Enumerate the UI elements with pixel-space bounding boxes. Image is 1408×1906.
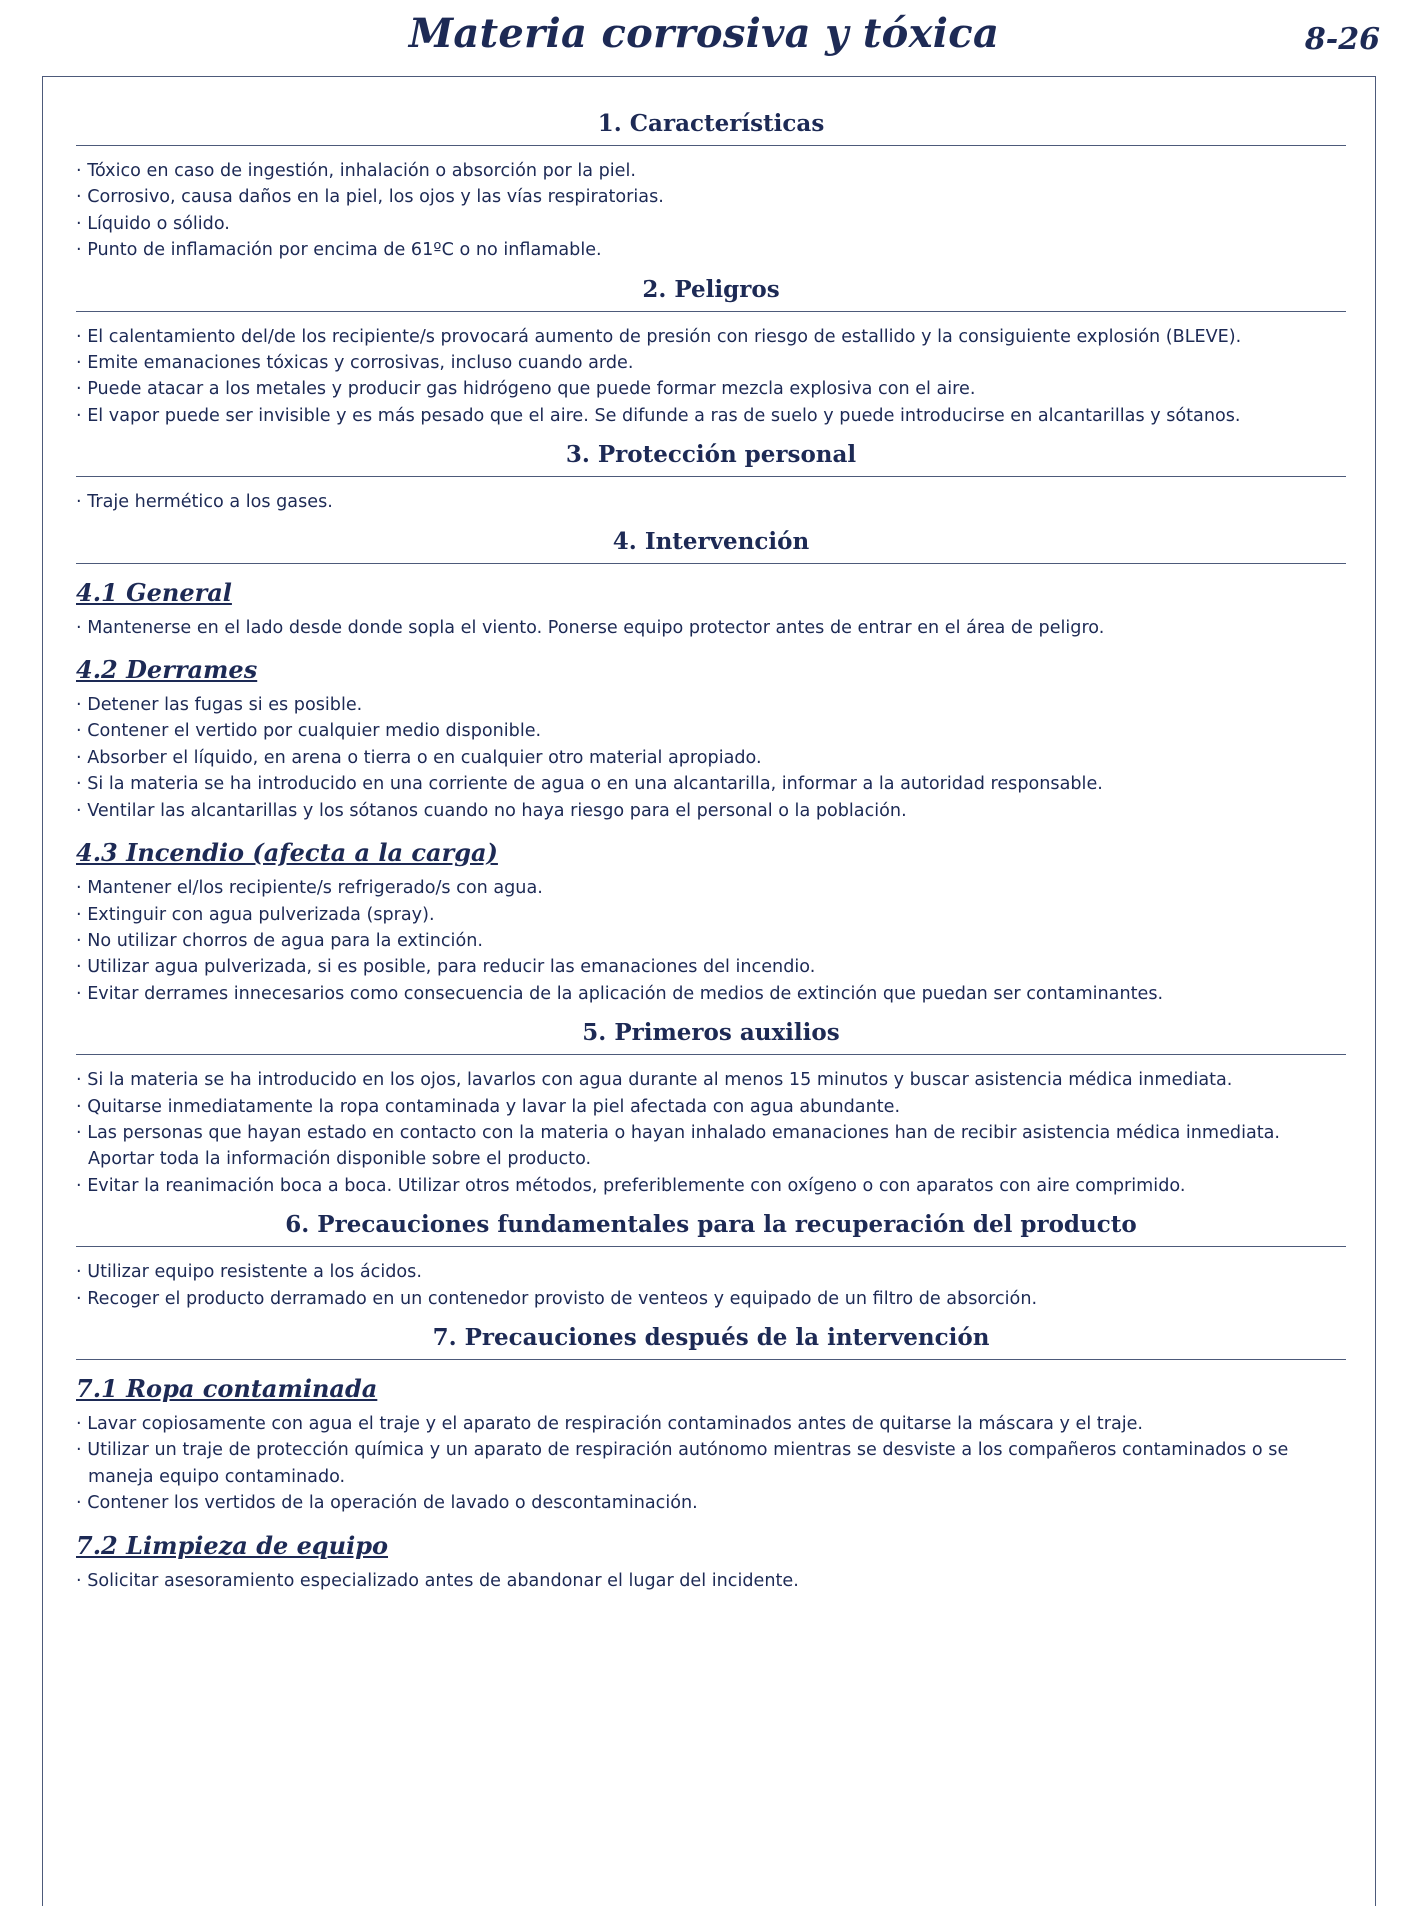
list-item: · Recoger el producto derramado en un contenedor provisto de venteos y equipado de un filtro de absorción.	[76, 1286, 1346, 1312]
list-item: · Puede atacar a los metales y producir gas hidrógeno que puede formar mezcla explosiva con el aire.	[76, 376, 1346, 402]
subsection-heading-ropa-contaminada: 7.1 Ropa contaminada	[76, 1373, 378, 1403]
list-item: · Solicitar asesoramiento especializado antes de abandonar el lugar del incidente.	[76, 1568, 1346, 1594]
list-item: · Punto de inflamación por encima de 61ºC o no inflamable.	[76, 237, 1346, 263]
item-list	[76, 875, 1346, 1007]
section-proteccion-personal	[76, 441, 1346, 515]
list-item: · Lavar copiosamente con agua el traje y el aparato de respiración contaminados antes de quitarse la máscara y el traje.	[76, 1411, 1346, 1437]
item-list	[76, 692, 1346, 824]
list-item: · Emite emanaciones tóxicas y corrosivas, incluso cuando arde.	[76, 350, 1346, 376]
item-list	[76, 158, 1346, 264]
section-intervencion	[76, 528, 1346, 1007]
section-heading: 6. Precauciones fundamentales para la recuperación del producto	[76, 1211, 1346, 1247]
item-list	[76, 324, 1346, 430]
list-item: · El vapor puede ser invisible y es más pesado que el aire. Se difunde a ras de suelo y puede introducirse en alcantarillas y sótanos.	[76, 403, 1346, 429]
page-title: Materia corrosiva y tóxica	[408, 10, 1000, 57]
list-item: · Quitarse inmediatamente la ropa contaminada y lavar la piel afectada con agua abundante.	[76, 1094, 1346, 1120]
list-item: · Ventilar las alcantarillas y los sótanos cuando no haya riesgo para el personal o la población.	[76, 798, 1346, 824]
subsection-heading-derrames: 4.2 Derrames	[76, 655, 258, 685]
list-item: · Tóxico en caso de ingestión, inhalación o absorción por la piel.	[76, 158, 1346, 184]
list-item: · Extinguir con agua pulverizada (spray).	[76, 902, 1346, 928]
section-peligros	[76, 276, 1346, 430]
section-heading: 1. Características	[76, 110, 1346, 146]
list-item: · Mantener el/los recipiente/s refrigerado/s con agua.	[76, 875, 1346, 901]
section-heading: 2. Peligros	[76, 276, 1346, 312]
item-list	[76, 1411, 1346, 1517]
list-item: · Evitar derrames innecesarios como consecuencia de la aplicación de medios de extinción que puedan ser contaminantes.	[76, 981, 1346, 1007]
list-item: · Las personas que hayan estado en contacto con la materia o hayan inhalado emanaciones han de recibir asistencia médica inmediata. Aportar toda la información disponible sobre el producto.	[76, 1120, 1346, 1173]
list-item: · Si la materia se ha introducido en los ojos, lavarlos con agua durante al menos 15 minutos y buscar asistencia médica inmediata.	[76, 1067, 1346, 1093]
section-heading: 4. Intervención	[76, 528, 1346, 564]
list-item: · Absorber el líquido, en arena o tierra o en cualquier otro material apropiado.	[76, 745, 1346, 771]
section-heading: 5. Primeros auxilios	[76, 1019, 1346, 1055]
list-item: · Si la materia se ha introducido en una corriente de agua o en una alcantarilla, informar a la autoridad responsable.	[76, 771, 1346, 797]
subsection-heading-general: 4.1 General	[76, 577, 232, 607]
list-item: · El calentamiento del/de los recipiente/s provocará aumento de presión con riesgo de estallido y la consiguiente explosión (BLEVE).	[76, 324, 1346, 350]
item-list	[76, 1067, 1346, 1199]
section-precauciones-despues	[76, 1324, 1346, 1594]
section-primeros-auxilios	[76, 1019, 1346, 1199]
list-item: · Mantenerse en el lado desde donde sopla el viento. Ponerse equipo protector antes de entrar en el área de peligro.	[76, 615, 1346, 641]
list-item: · Utilizar equipo resistente a los ácidos.	[76, 1259, 1346, 1285]
section-heading: 7. Precauciones después de la intervención	[76, 1324, 1346, 1360]
page-header	[0, 0, 1408, 72]
document-body	[76, 110, 1346, 1606]
list-item: · No utilizar chorros de agua para la extinción.	[76, 928, 1346, 954]
section-precauciones-recuperacion	[76, 1211, 1346, 1312]
list-item: · Corrosivo, causa daños en la piel, los ojos y las vías respiratorias.	[76, 184, 1346, 210]
item-list	[76, 489, 1346, 515]
item-list	[76, 1568, 1346, 1594]
subsection-heading-incendio: 4.3 Incendio (afecta a la carga)	[76, 838, 498, 868]
item-list	[76, 615, 1346, 641]
list-item: · Traje hermético a los gases.	[76, 489, 1346, 515]
section-heading: 3. Protección personal	[76, 441, 1346, 477]
list-item: · Utilizar un traje de protección química y un aparato de respiración autónomo mientras se desviste a los compañeros contaminados o se maneja equipo contaminado.	[76, 1437, 1346, 1490]
list-item: · Utilizar agua pulverizada, si es posible, para reducir las emanaciones del incendio.	[76, 954, 1346, 980]
subsection-heading-limpieza-equipo: 7.2 Limpieza de equipo	[76, 1530, 389, 1560]
section-caracteristicas	[76, 110, 1346, 264]
list-item: · Líquido o sólido.	[76, 211, 1346, 237]
list-item: · Detener las fugas si es posible.	[76, 692, 1346, 718]
page-number: 8-26	[1304, 22, 1380, 57]
item-list	[76, 1259, 1346, 1312]
list-item: · Contener los vertidos de la operación de lavado o descontaminación.	[76, 1490, 1346, 1516]
list-item: · Contener el vertido por cualquier medio disponible.	[76, 718, 1346, 744]
list-item: · Evitar la reanimación boca a boca. Utilizar otros métodos, preferiblemente con oxígeno o con aparatos con aire comprimido.	[76, 1173, 1346, 1199]
